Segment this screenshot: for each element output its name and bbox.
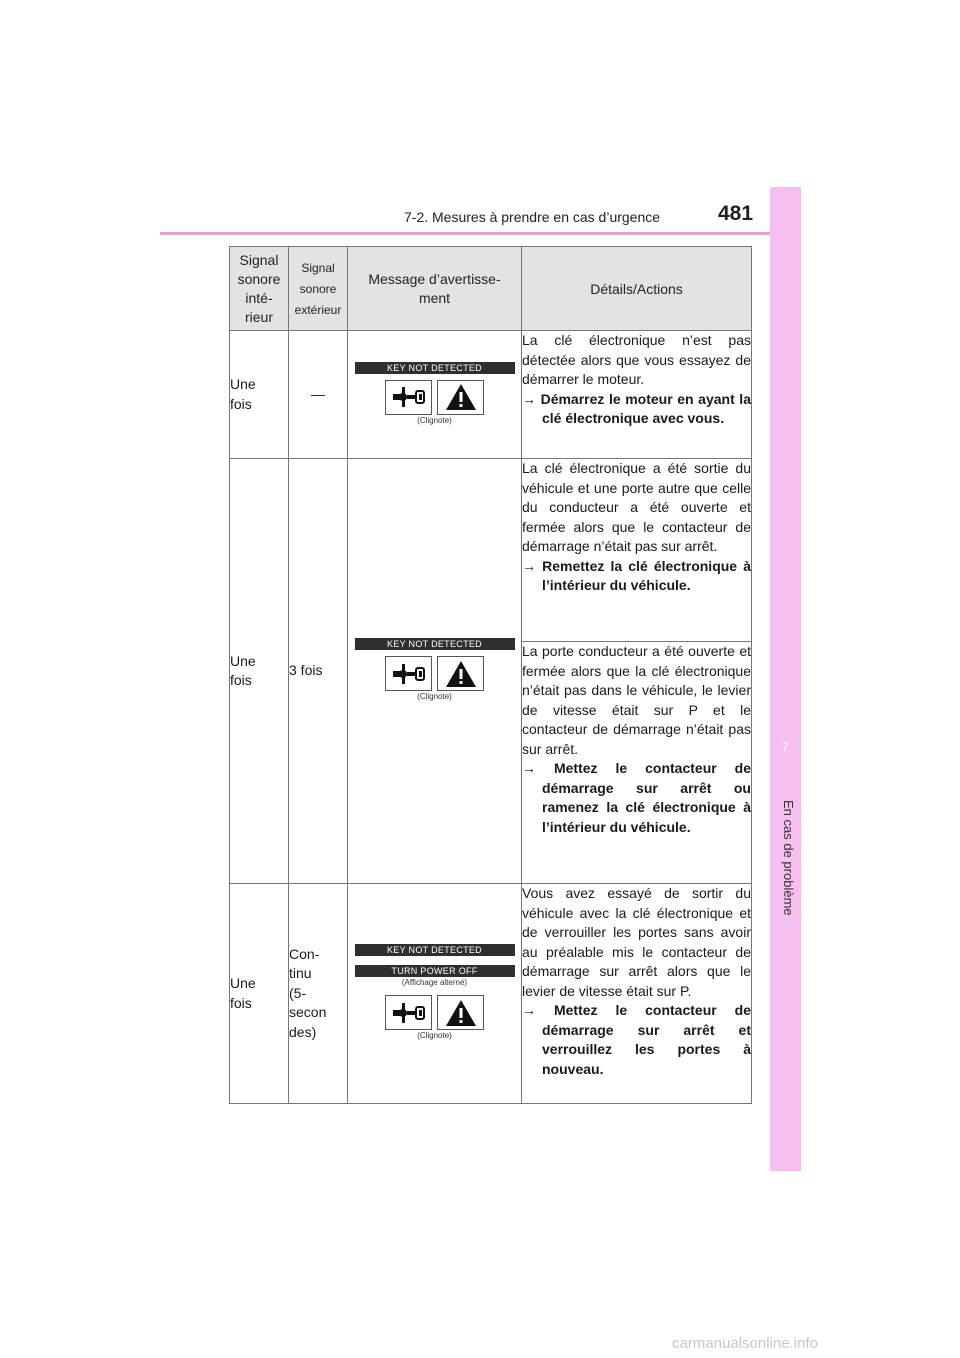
indicator-icons	[355, 380, 515, 415]
exterior-signal-cell: Con- tinu (5- secon des)	[289, 884, 348, 1104]
chapter-side-tab	[770, 187, 801, 1171]
exterior-signal-cell: 3 fois	[289, 459, 348, 884]
indicator-icons	[355, 656, 515, 691]
details-text: La porte conducteur a été ouverte et fermée alors que la clé électronique n’était pas dans le véhicule, le levier de vitesse était sur P et le contacteur de démarrage n’était pas sur arrêt.	[522, 643, 751, 757]
multi-info-display	[355, 638, 515, 703]
display-message-bar: KEY NOT DETECTED	[355, 638, 515, 650]
details-cell	[522, 884, 752, 1104]
details-cell	[522, 642, 752, 884]
multi-info-display	[355, 362, 515, 427]
details-text: La clé électronique a été sortie du véhicule et une porte autre que celle du conducteur a été ouverte et fermée alors que le contacteur de démarrage n’était pas sur arrêt.	[522, 460, 751, 554]
icon-caption: (Clignote)	[417, 692, 452, 701]
warning-message-cell	[348, 459, 522, 884]
table-header-row	[230, 247, 752, 331]
chapter-number: 7	[782, 740, 789, 754]
details-text: La clé électronique n’est pas détectée alors que vous essayez de démarrer le moteur.	[522, 332, 751, 387]
details-cell	[522, 459, 752, 642]
chapter-label: En cas de problème	[781, 800, 796, 916]
watermark: carmanualsonline.info	[672, 1335, 818, 1352]
interior-signal-cell: Une fois	[230, 459, 289, 884]
warning-message-cell	[348, 331, 522, 459]
action-text: → Mettez le contacteur de démarrage sur arrêt ou ramenez la clé électronique à l’intérieur du véhicule.	[522, 760, 751, 835]
table-row	[230, 884, 752, 1104]
alternate-caption: (Affichage alterné)	[401, 978, 468, 987]
action-text: → Mettez le contacteur de démarrage sur arrêt et verrouillez les portes à nouveau.	[522, 1002, 751, 1077]
display-message-bar: TURN POWER OFF	[355, 965, 515, 977]
table-row	[230, 459, 752, 642]
exterior-signal-cell: —	[289, 331, 348, 459]
smart-key-icon	[385, 656, 432, 691]
warning-triangle-icon	[437, 656, 484, 691]
display-message-bar: KEY NOT DETECTED	[355, 944, 515, 956]
section-title: 7-2. Mesures à prendre en cas d’urgence	[404, 209, 661, 225]
smart-key-icon	[385, 380, 432, 415]
page-number: 481	[718, 202, 754, 225]
interior-signal-cell: Une fois	[230, 331, 289, 459]
interior-signal-cell: Une fois	[230, 884, 289, 1104]
display-message-bar: KEY NOT DETECTED	[355, 362, 515, 374]
smart-key-icon	[385, 995, 432, 1030]
warning-triangle-icon	[437, 995, 484, 1030]
details-cell	[522, 331, 752, 459]
indicator-icons	[355, 995, 515, 1030]
header-details: Détails/Actions	[522, 247, 752, 331]
warning-table	[229, 246, 752, 1104]
icon-caption: (Clignote)	[417, 415, 452, 425]
table-row	[230, 331, 752, 459]
action-text: → Démarrez le moteur en ayant la clé électronique avec vous.	[522, 390, 751, 426]
header-signal-interior: Signal sonore inté- rieur	[230, 247, 289, 331]
action-text: → Remettez la clé électronique à l’intérieur du véhicule.	[522, 557, 751, 593]
warning-message-cell	[348, 884, 522, 1104]
multi-info-display	[355, 944, 515, 1042]
header-signal-exterior: Signal sonore extérieur	[289, 247, 348, 331]
details-text: Vous avez essayé de sortir du véhicule avec la clé électronique et de verrouiller les portes sans avoir au préalable mis le contacteur de démarrage sur arrêt alors que le levier de vitesse était sur P.	[522, 885, 751, 999]
header-message: Message d’avertisse- ment	[348, 247, 522, 331]
header-rule	[160, 232, 800, 235]
warning-triangle-icon	[437, 380, 484, 415]
icon-caption: (Clignote)	[417, 1031, 452, 1040]
